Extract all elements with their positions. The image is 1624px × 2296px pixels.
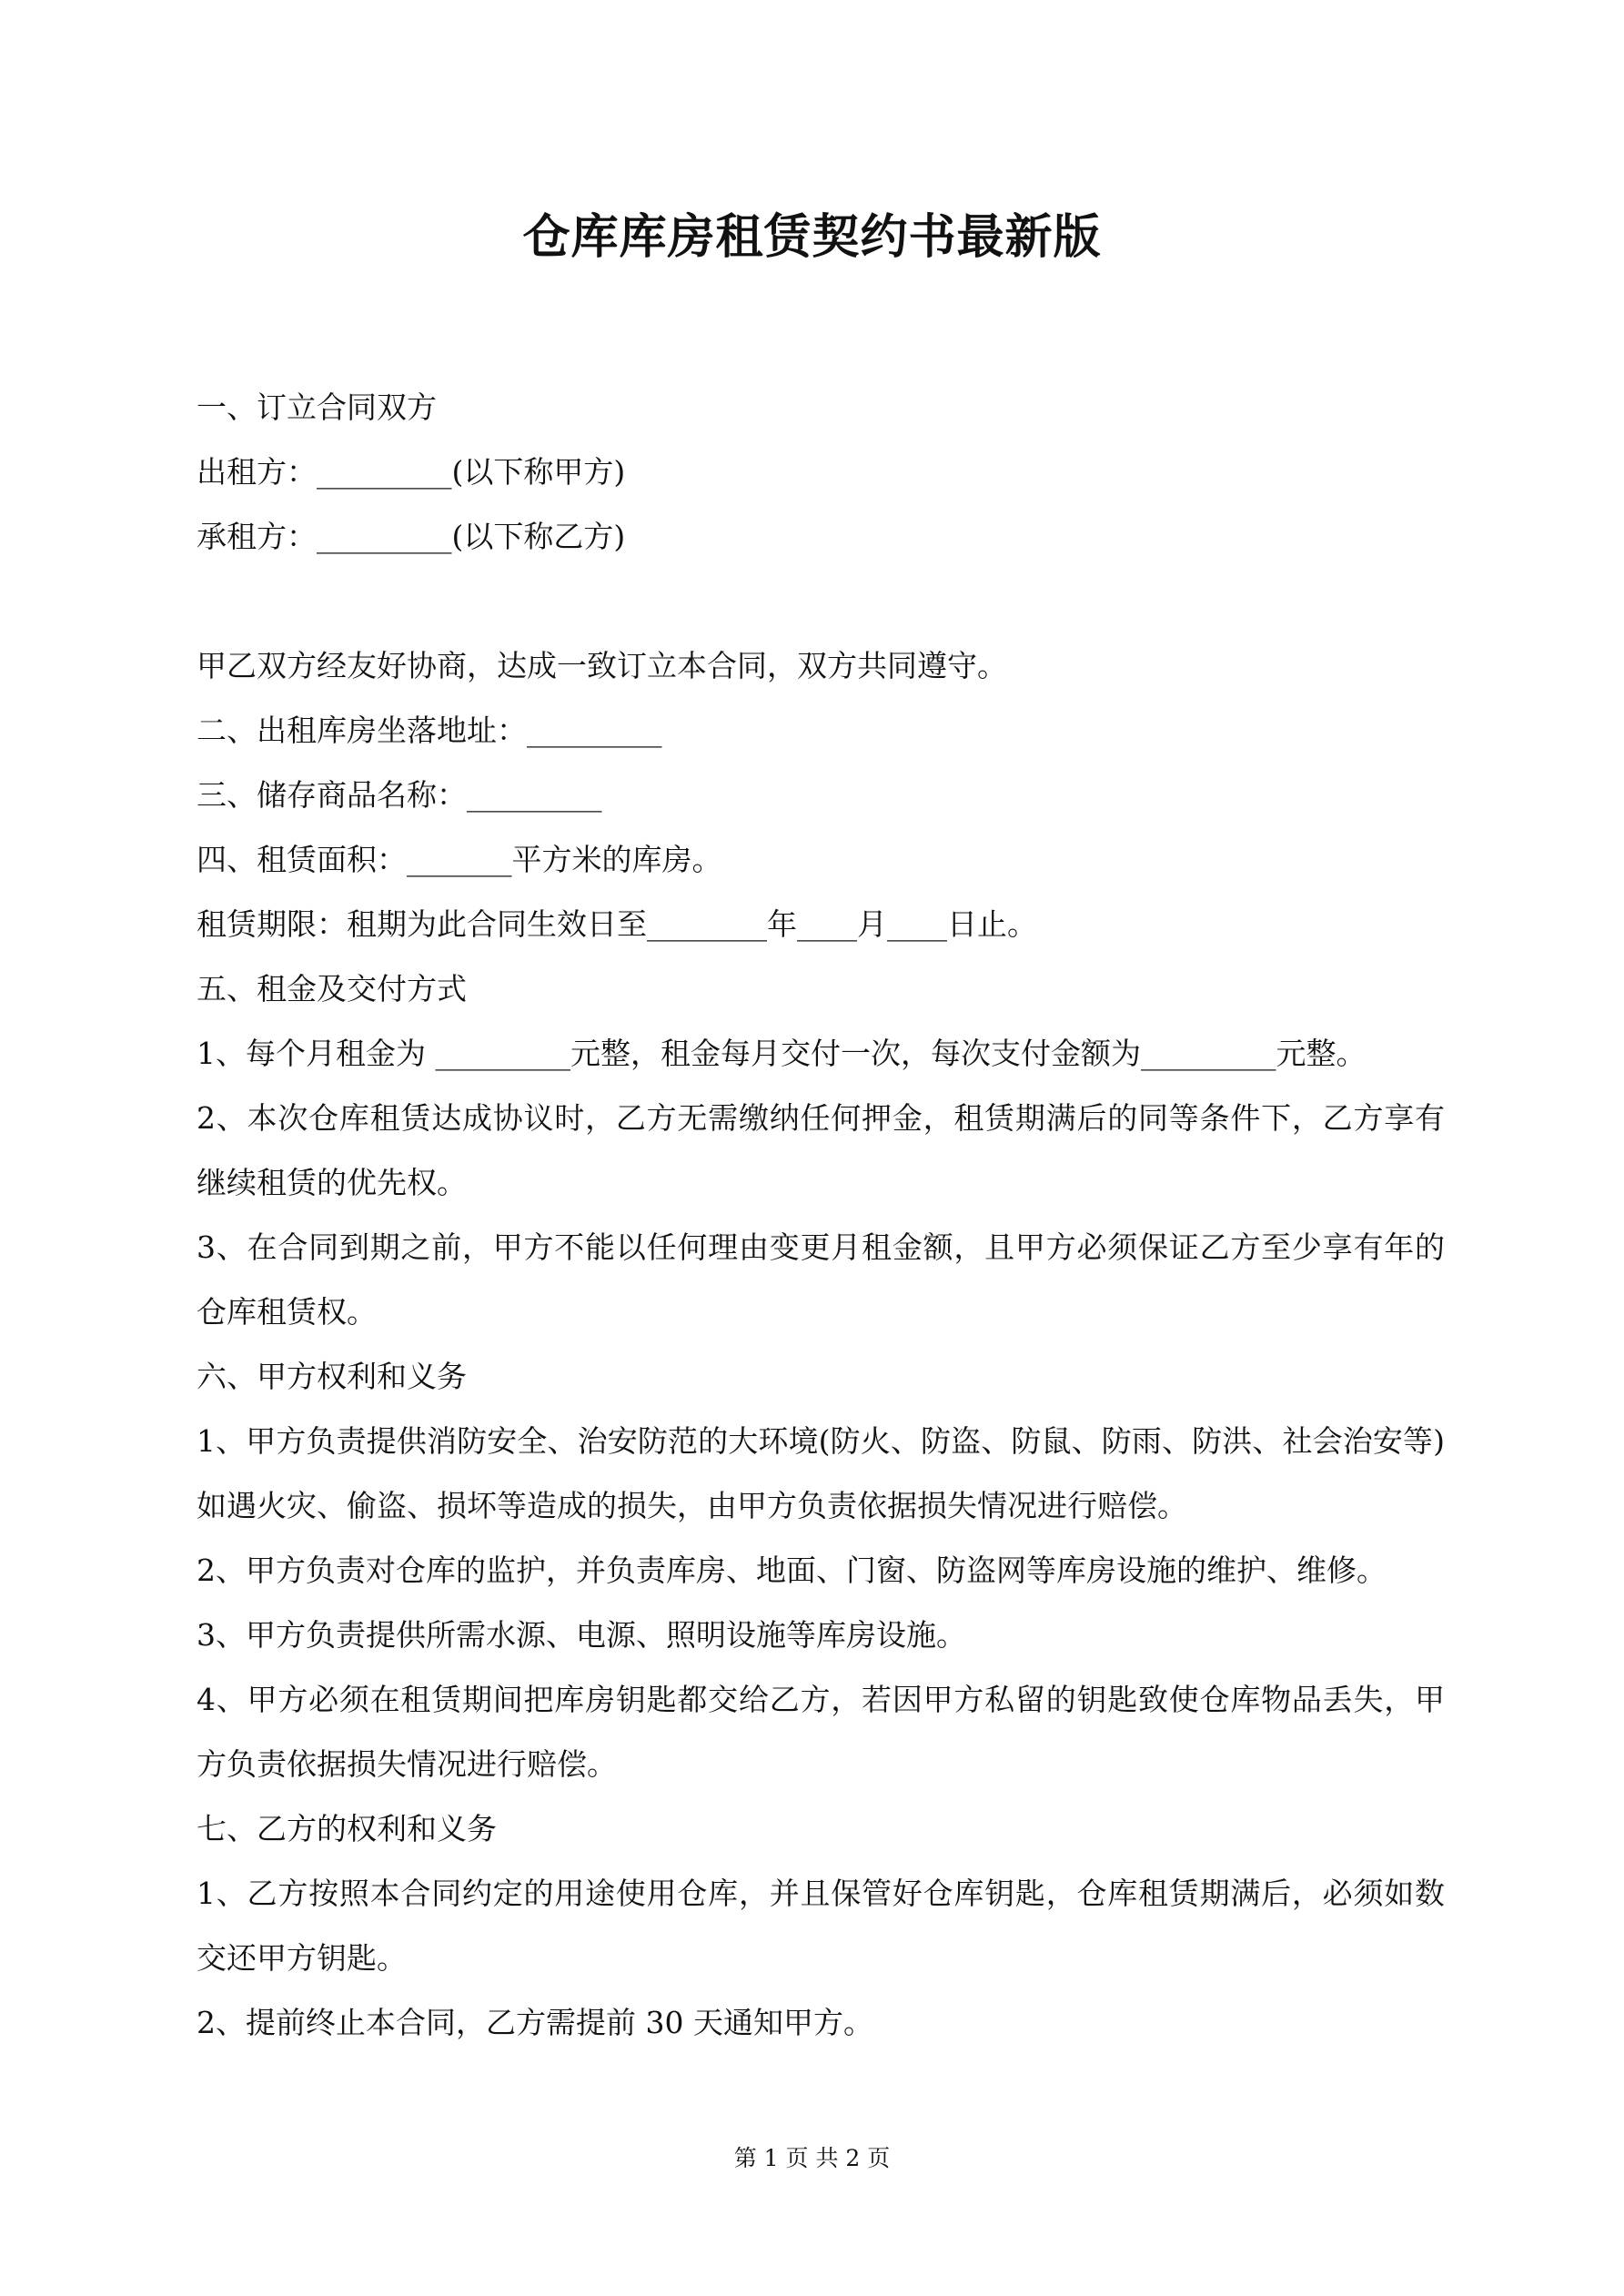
blank-line: [197, 569, 1445, 633]
page-footer: 第 1 页 共 2 页: [733, 2145, 891, 2171]
section-5-heading: 五、租金及交付方式: [197, 971, 467, 1006]
section-7-heading: 七、乙方的权利和义务: [197, 1811, 497, 1846]
section-6-clause-3: 3、甲方负责提供所需水源、电源、照明设施等库房设施。: [197, 1617, 966, 1653]
section-3-goods: 三、储存商品名称：_________: [197, 777, 602, 813]
section-6-clause-2: 2、甲方负责对仓库的监护，并负责库房、地面、门窗、防盗网等库房设施的维护、维修。: [197, 1553, 1387, 1588]
section-5-clause-1: 1、每个月租金为 _________元整，租金每月交付一次，每次支付金额为_________元整。: [197, 1036, 1367, 1071]
section-6-clause-4: 4、甲方必须在租赁期间把库房钥匙都交给乙方，若因甲方私留的钥匙致使仓库物品丢失，甲方负责依据损失情况进行赔偿。: [197, 1682, 1445, 1782]
agreement-line: 甲乙双方经友好协商，达成一致订立本合同，双方共同遵守。: [197, 648, 1007, 683]
lessor-line: 出租方：_________(以下称甲方): [197, 454, 626, 490]
section-5-clause-2: 2、本次仓库租赁达成协议时，乙方无需缴纳任何押金，租赁期满后的同等条件下，乙方享有继续租赁的优先权。: [197, 1100, 1445, 1200]
section-1-heading: 一、订立合同双方: [197, 389, 437, 425]
document-body: [197, 375, 1445, 2055]
section-7-clause-1: 1、乙方按照本合同约定的用途使用仓库，并且保管好仓库钥匙，仓库租赁期满后，必须如数交还甲方钥匙。: [197, 1876, 1445, 1976]
section-4-area: 四、租赁面积：_______平方米的库房。: [197, 842, 722, 877]
section-5-clause-3: 3、在合同到期之前，甲方不能以任何理由变更月租金额，且甲方必须保证乙方至少享有年的仓库租赁权。: [197, 1229, 1445, 1330]
section-6-heading: 六、甲方权利和义务: [197, 1359, 467, 1394]
section-7-clause-2: 2、提前终止本合同，乙方需提前 30 天通知甲方。: [197, 2005, 873, 2040]
section-6-clause-1: 1、甲方负责提供消防安全、治安防范的大环境(防火、防盗、防鼠、防雨、防洪、社会治安等)如遇火灾、偷盗、损坏等造成的损失，由甲方负责依据损失情况进行赔偿。: [197, 1423, 1445, 1523]
lessee-line: 承租方：_________(以下称乙方): [197, 519, 626, 554]
document-title: 仓库库房租赁契约书最新版: [522, 209, 1102, 265]
section-2-address: 二、出租库房坐落地址：_________: [197, 713, 662, 748]
lease-term-line: 租赁期限：租期为此合同生效日至________年____月____日止。: [197, 906, 1037, 942]
